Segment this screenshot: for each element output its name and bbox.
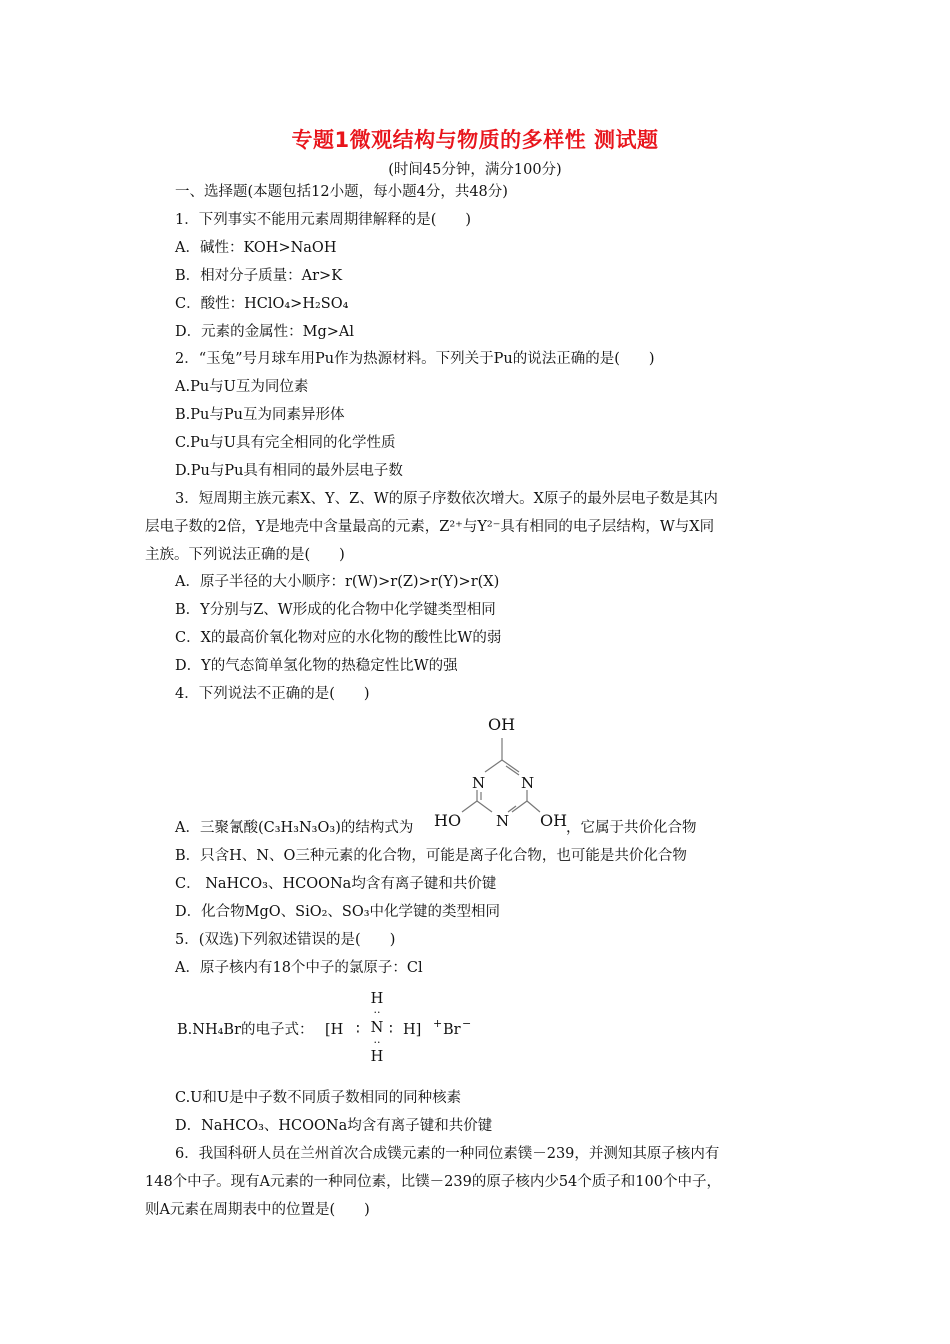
question-5-option-a: A．原子核内有18个中子的氯原子：Cl — [175, 960, 423, 976]
question-1-option-d: D．元素的金属性：Mg>Al — [175, 324, 355, 340]
ef-colon-2: ∶ — [389, 1022, 393, 1038]
ef-dots-top: ·· — [373, 1006, 381, 1019]
ef-h-right: H] — [403, 1022, 422, 1038]
question-6-stem-line-3: 则A元素在周期表中的位置是( ) — [145, 1202, 370, 1218]
page-subtitle: (时间45分钟，满分100分) — [388, 162, 562, 178]
question-1-option-b: B．相对分子质量：Ar>K — [175, 268, 343, 284]
question-5-option-b-label: B.NH₄Br的电子式： — [177, 1022, 314, 1038]
question-2-option-a: A.Pu与U互为同位素 — [175, 379, 309, 395]
n-bottom-label: N — [496, 812, 510, 830]
question-3-option-d: D．Y的气态简单氢化物的热稳定性比W的强 — [175, 658, 458, 674]
ef-br-charge: − — [462, 1017, 472, 1030]
ef-bracket-left: [H — [325, 1022, 344, 1038]
question-5-option-d: D．NaHCO₃、HCOONa均含有离子键和共价键 — [175, 1118, 493, 1134]
oh-right-label: OH — [540, 811, 568, 830]
question-3-stem-line-2: 层电子数的2倍，Y是地壳中含量最高的元素，Z²⁺与Y²⁻具有相同的电子层结构，W与X同 — [145, 519, 715, 535]
ef-colon-1: ∶ — [356, 1022, 360, 1038]
question-1-stem: 1．下列事实不能用元素周期律解释的是( ) — [175, 212, 472, 228]
ef-br: Br — [443, 1022, 461, 1038]
question-6-stem-line-2: 148个中子。现有A元素的一种同位素，比镤－239的原子核内少54个质子和100个中子， — [145, 1174, 721, 1190]
question-3-option-a: A．原子半径的大小顺序：r(W)>r(Z)>r(Y)>r(X) — [175, 574, 500, 590]
question-5-stem: 5．(双选)下列叙述错误的是( ) — [175, 932, 396, 948]
oh-top-label: OH — [488, 715, 516, 734]
question-2-stem: 2．“玉兔”号月球车用Pu作为热源材料。下列关于Pu的说法正确的是( ) — [175, 351, 655, 367]
question-4-option-b: B．只含H、N、O三种元素的化合物，可能是离子化合物，也可能是共价化合物 — [175, 848, 687, 864]
question-2-option-b: B.Pu与Pu互为同素异形体 — [175, 407, 345, 423]
question-4-option-c: C． NaHCO₃、HCOONa均含有离子键和共价键 — [175, 876, 497, 892]
question-1-option-a: A．碱性：KOH>NaOH — [175, 240, 337, 256]
question-2-option-d: D.Pu与Pu具有相同的最外层电子数 — [175, 463, 403, 479]
question-4-stem: 4．下列说法不正确的是( ) — [175, 686, 370, 702]
n-right-label: N — [521, 774, 535, 792]
ef-h-bottom: H — [370, 1049, 384, 1065]
question-3-stem-line-3: 主族。下列说法正确的是( ) — [145, 547, 345, 563]
question-3-stem-line-1: 3．短周期主族元素X、Y、Z、W的原子序数依次增大。X原子的最外层电子数是其内 — [175, 491, 718, 507]
ef-charge: + — [433, 1017, 443, 1030]
question-6-stem-line-1: 6．我国科研人员在兰州首次合成镤元素的一种同位素镤－239，并测知其原子核内有 — [175, 1146, 720, 1162]
ho-left-label: HO — [434, 811, 462, 830]
question-5-option-b — [175, 990, 495, 1076]
page-title: 专题1微观结构与物质的多样性 测试题 — [291, 128, 659, 152]
section-heading: 一、选择题(本题包括12小题，每小题4分，共48分) — [175, 184, 508, 200]
ef-dots-bottom: ·· — [373, 1036, 381, 1049]
question-5-option-c: C.U和U是中子数不同质子数相同的同种核素 — [175, 1090, 462, 1106]
ef-h-top: H — [370, 991, 384, 1007]
question-4-option-d: D．化合物MgO、SiO₂、SO₃中化学键的类型相同 — [175, 904, 501, 920]
question-1-option-c: C．酸性：HClO₄>H₂SO₄ — [175, 296, 349, 312]
question-4-option-a: A．三聚氰酸(C₃H₃N₃O₃)的结构式为 — [175, 820, 414, 836]
question-2-option-c: C.Pu与U具有完全相同的化学性质 — [175, 435, 396, 451]
n-left-label: N — [472, 774, 486, 792]
question-3-option-b: B．Y分别与Z、W形成的化合物中化学键类型相同 — [175, 602, 496, 618]
ef-n: N — [370, 1020, 384, 1036]
question-4-option-a-tail: ，它属于共价化合物 — [566, 820, 697, 836]
question-3-option-c: C．X的最高价氧化物对应的水化物的酸性比W的弱 — [175, 630, 502, 646]
cyanuric-acid-structure — [430, 706, 570, 836]
